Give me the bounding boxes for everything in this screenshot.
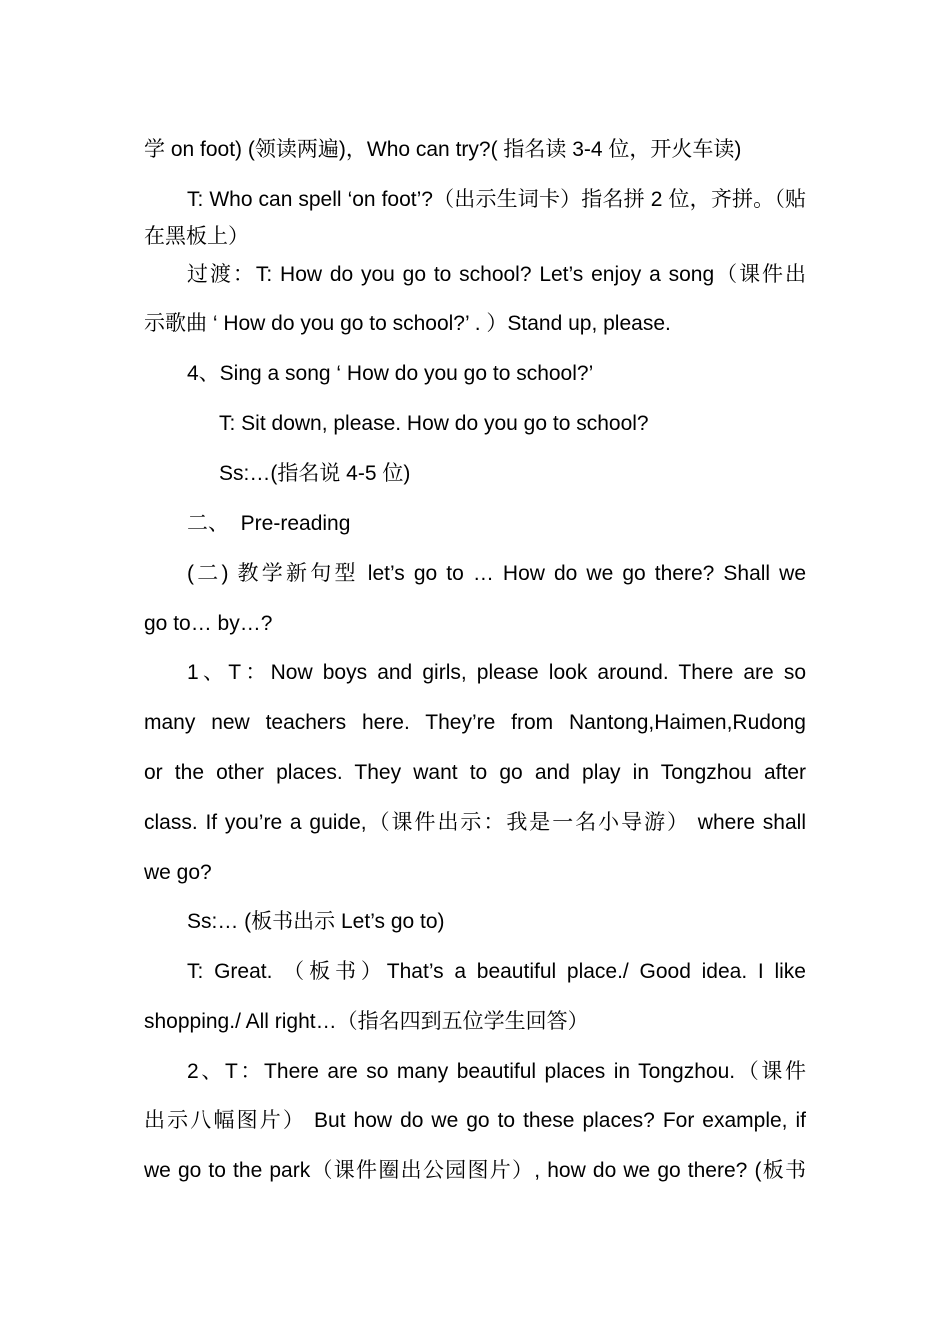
text-line-10: (二) 教学新句型 let’s go to … How do we go there? Shall we: [187, 562, 806, 585]
text-line-21: 出示八幅图片） But how do we go to these places? For example, if: [144, 1109, 806, 1132]
section-heading-pre-reading: 二、 Pre-reading: [187, 512, 351, 535]
text-line-22: we go to the park（课件圈出公园图片）, how do we go there? (板书: [144, 1159, 806, 1182]
text-line-1: 学 on foot) (领读两遍)，Who can try?( 指名读 3-4 位，开火车读): [144, 138, 742, 161]
text-line-4: 过渡：T: How do you go to school? Let’s enjoy a song（课件出: [187, 263, 806, 286]
text-line-5: 示歌曲 ‘ How do you go to school?’ . ）Stand up, please.: [144, 312, 671, 335]
text-line-2: T: Who can spell ‘on foot’?（出示生词卡）指名拼 2 位，齐拼。（贴: [187, 188, 806, 211]
text-line-6: 4、Sing a song ‘ How do you go to school?’: [187, 362, 594, 385]
text-line-18: T: Great. （板书）That’s a beautiful place./ Good idea. I like: [187, 960, 806, 983]
text-line-16: we go?: [144, 861, 212, 884]
text-line-15: class. If you’re a guide,（课件出示：我是一名小导游） where shall: [144, 811, 806, 834]
text-line-13: many new teachers here. They’re from Nantong,Haimen,Rudong: [144, 711, 806, 734]
text-line-3: 在黑板上）: [144, 225, 249, 248]
text-line-11: go to… by…?: [144, 612, 273, 635]
text-line-7: T: Sit down, please. How do you go to school?: [219, 412, 649, 435]
text-line-17: Ss:… (板书出示 Let’s go to): [187, 910, 445, 933]
text-line-20: 2、T：There are so many beautiful places in Tongzhou.（课件: [187, 1060, 807, 1083]
text-line-8: Ss:…(指名说 4-5 位): [219, 462, 411, 485]
text-line-19: shopping./ All right…（指名四到五位学生回答）: [144, 1010, 589, 1033]
text-line-12: 1、T：Now boys and girls, please look around. There are so: [187, 661, 806, 684]
text-line-14: or the other places. They want to go and play in Tongzhou after: [144, 761, 806, 784]
